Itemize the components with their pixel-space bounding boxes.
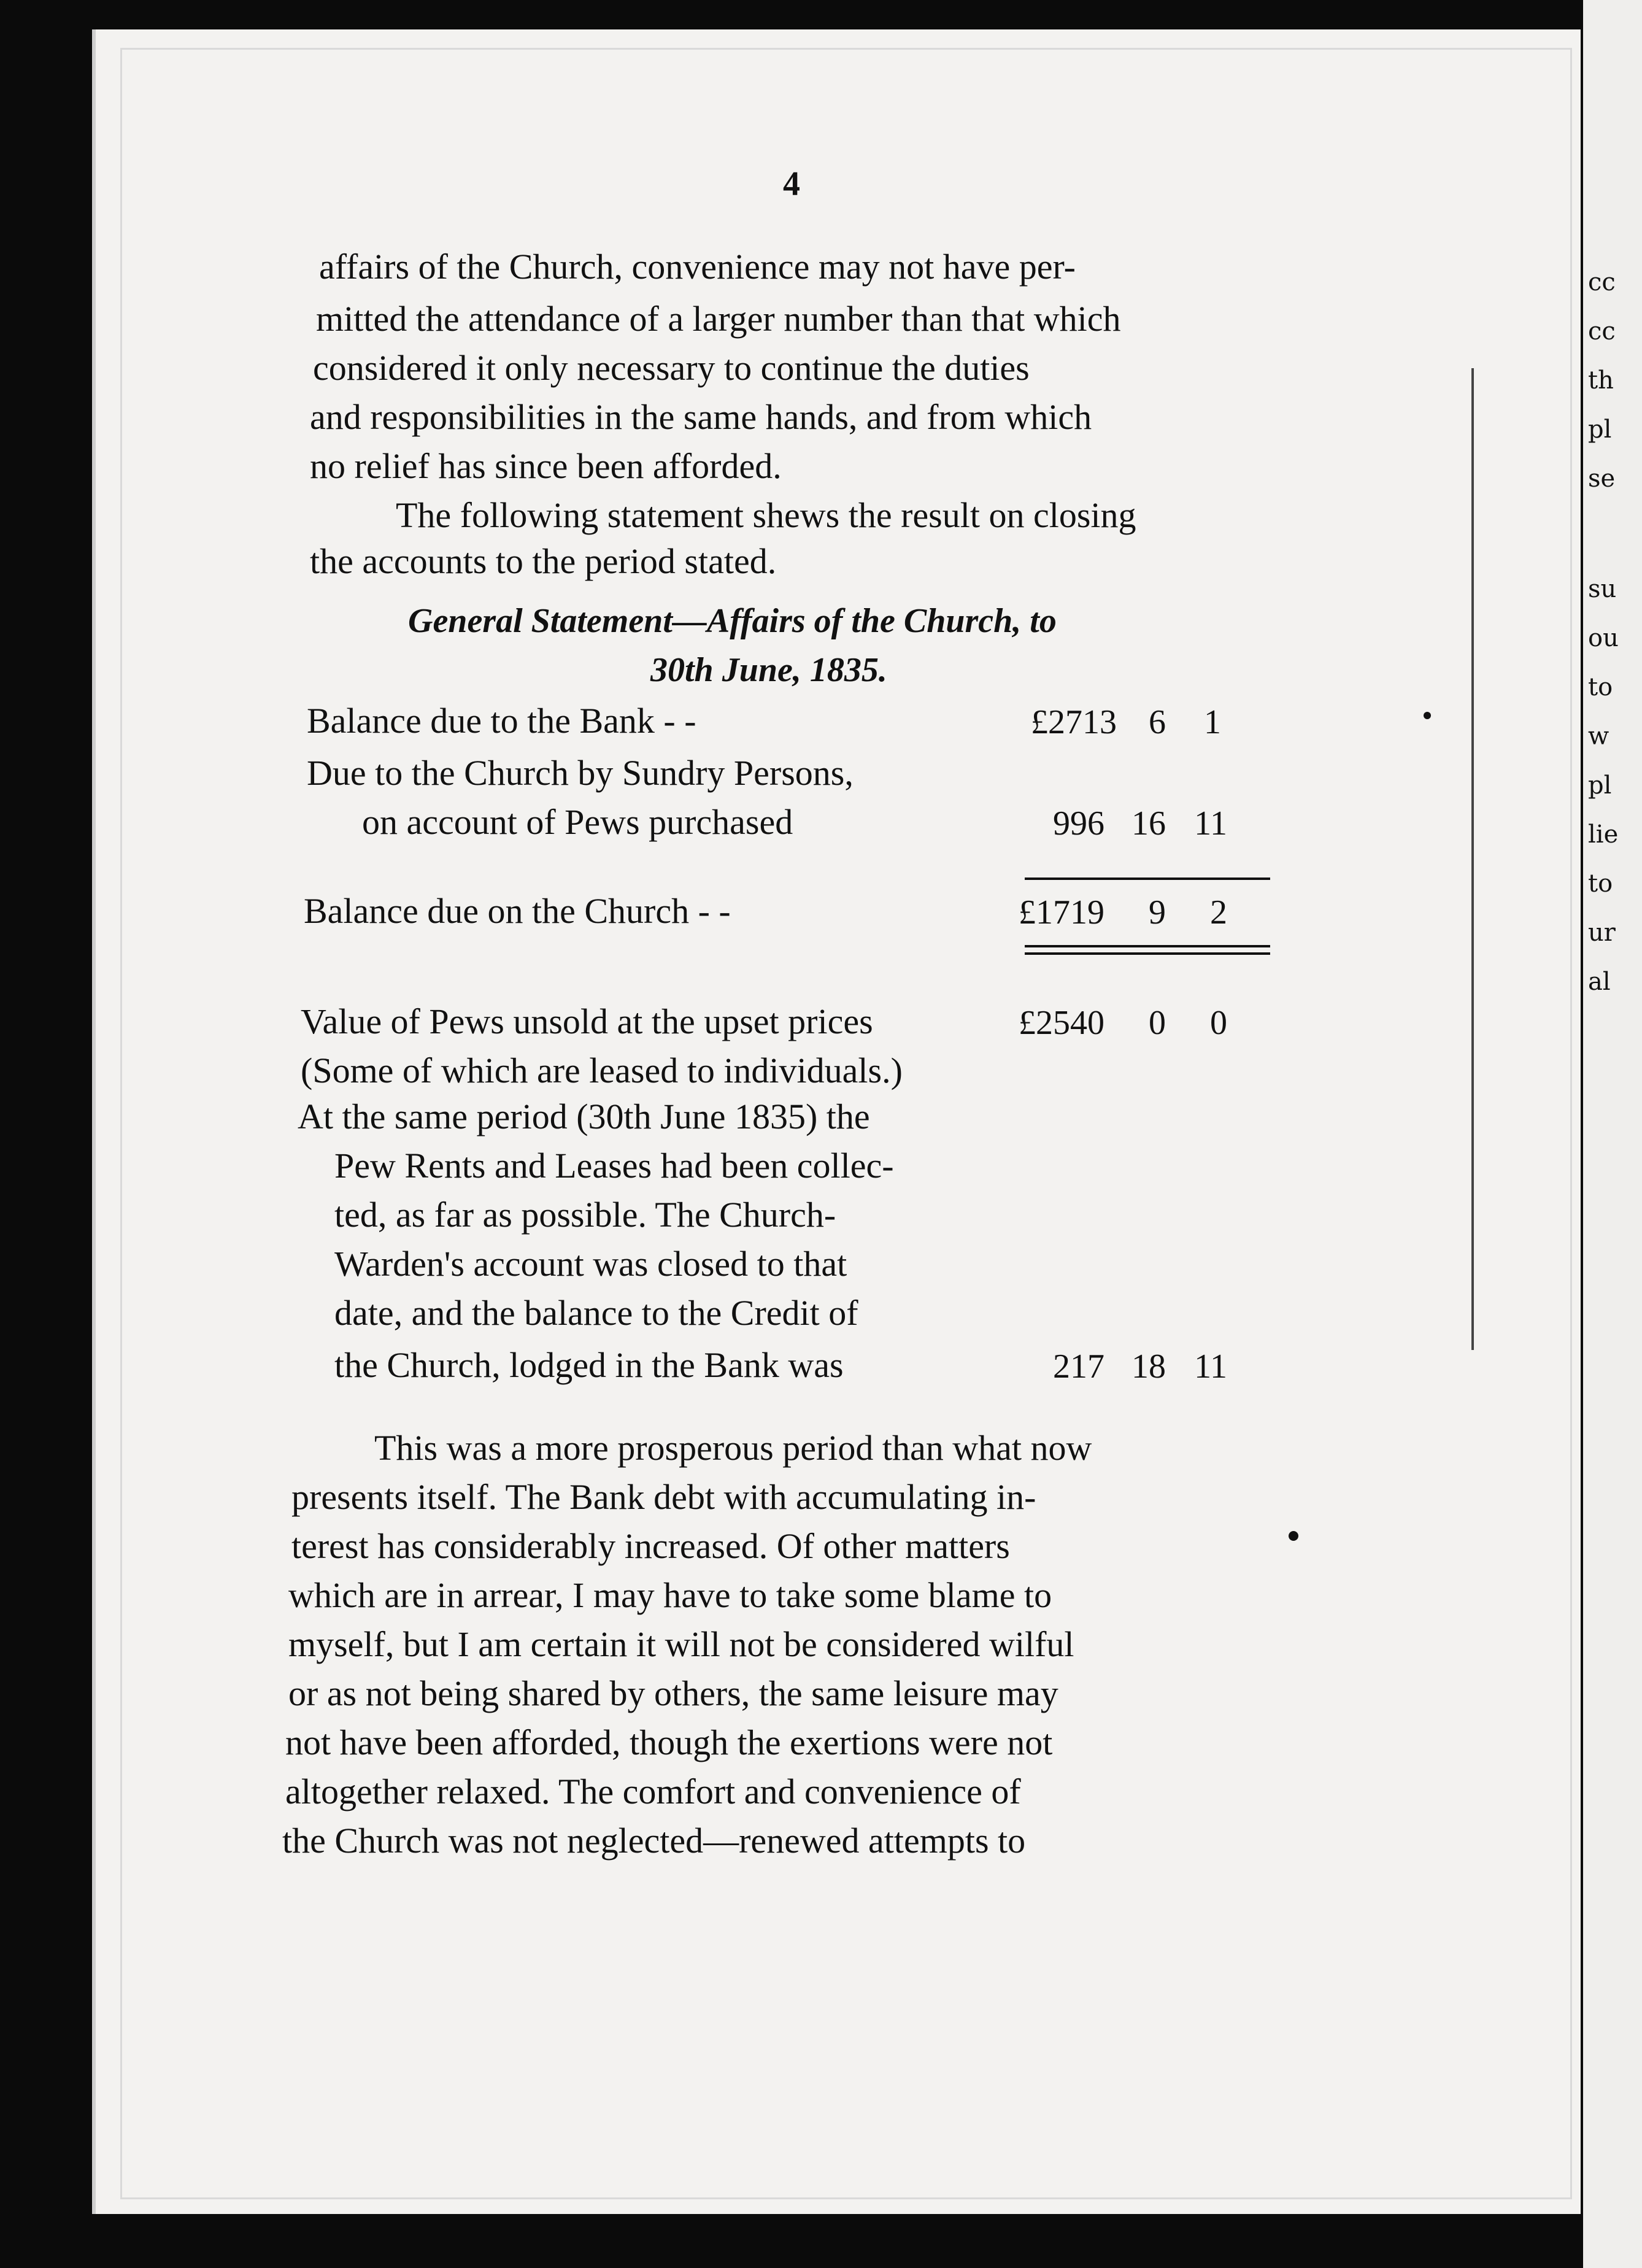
adjacent-text: pl [1588, 415, 1612, 444]
adjacent-text: se [1588, 465, 1616, 493]
paragraph-line [319, 245, 1276, 288]
statement-row-label: Balance due on the Church - - [304, 891, 731, 931]
adjacent-text: th [1588, 366, 1614, 395]
period-line: Pew Rents and Leases had been collec- [334, 1146, 894, 1186]
paragraph-line: presents itself. The Bank debt with accumulating in- [291, 1477, 1036, 1517]
paragraph-line: not have been afforded, though the exertions were not [285, 1722, 1053, 1762]
paragraph-line: myself, but I am certain it will not be considered wilful [288, 1624, 1074, 1664]
amount-pence: 2 [1210, 893, 1227, 932]
period-line: Warden's account was closed to that [334, 1244, 847, 1284]
paragraph-line: the Church was not neglected—renewed attempts to [282, 1821, 1026, 1861]
amount-shillings: 0 [1149, 1004, 1166, 1042]
paragraph-line: or as not being shared by others, the same leisure may [288, 1673, 1058, 1713]
adjacent-text: to [1588, 870, 1613, 898]
unsold-note: (Some of which are leased to individuals.) [301, 1051, 903, 1090]
amount-pounds: £1719 [1019, 893, 1104, 932]
statement-heading: General Statement—Affairs of the Church, to [408, 602, 1057, 640]
period-line: date, and the balance to the Credit of [334, 1293, 858, 1333]
amount-shillings: 16 [1131, 804, 1166, 843]
paragraph-line: which are in arrear, I may have to take some blame to [288, 1575, 1052, 1615]
amount-shillings: 18 [1131, 1348, 1166, 1386]
total-double-rule [1025, 945, 1270, 947]
amount-pence: 11 [1194, 804, 1227, 843]
amount-shillings: 9 [1149, 893, 1166, 932]
adjacent-text: lie [1588, 820, 1619, 849]
period-line: At the same period (30th June 1835) the [298, 1097, 870, 1136]
adjacent-text: w [1588, 722, 1609, 750]
paragraph-line: the accounts to the period stated. [310, 541, 777, 581]
amount-pence: 1 [1204, 703, 1221, 741]
adjacent-text: cc [1588, 317, 1616, 345]
paragraph-line: altogether relaxed. The comfort and convenience of [285, 1772, 1021, 1811]
adjacent-text: ou [1588, 624, 1619, 652]
adjacent-text: pl [1588, 771, 1612, 800]
amount-pounds: £2540 [1019, 1004, 1104, 1042]
statement-row-label: Due to the Church by Sundry Persons, [307, 753, 854, 793]
statement-row-label: on account of Pews purchased [362, 802, 793, 842]
paragraph-line: mitted the attendance of a larger number than that which [316, 299, 1121, 339]
amount-pence: 0 [1210, 1004, 1227, 1042]
amount-pounds: 996 [1053, 804, 1104, 843]
adjacent-text: to [1588, 673, 1613, 701]
paragraph-line: terest has considerably increased. Of other matters [291, 1526, 1010, 1566]
period-line: the Church, lodged in the Bank was [334, 1345, 844, 1385]
amount-pounds: 217 [1053, 1348, 1104, 1386]
sum-rule [1025, 878, 1270, 880]
adjacent-text: ur [1588, 919, 1616, 947]
adjacent-text: al [1588, 968, 1611, 996]
amount-pounds: £2713 [1031, 703, 1117, 741]
paragraph-line: considered it only necessary to continue the duties [313, 348, 1030, 388]
period-line: ted, as far as possible. The Church- [334, 1195, 836, 1235]
amount-shillings: 6 [1149, 703, 1166, 741]
total-double-rule [1025, 952, 1270, 955]
paragraph-line: no relief has since been afforded. [310, 446, 782, 486]
amount-pence: 11 [1194, 1348, 1227, 1386]
paragraph-line: The following statement shews the result on closing [396, 495, 1136, 535]
unsold-label: Value of Pews unsold at the upset prices [301, 1001, 873, 1041]
paragraph-line: This was a more prosperous period than what now [374, 1428, 1092, 1468]
page-number: 4 [783, 165, 800, 203]
paragraph-line: and responsibilities in the same hands, and from which [310, 397, 1092, 437]
adjacent-text: cc [1588, 268, 1616, 296]
text-span: affairs of the Church, convenience may not have per- [319, 247, 1076, 287]
adjacent-text: su [1588, 575, 1617, 603]
statement-row-label: Balance due to the Bank - - [307, 701, 696, 741]
statement-heading-date: 30th June, 1835. [650, 651, 887, 689]
